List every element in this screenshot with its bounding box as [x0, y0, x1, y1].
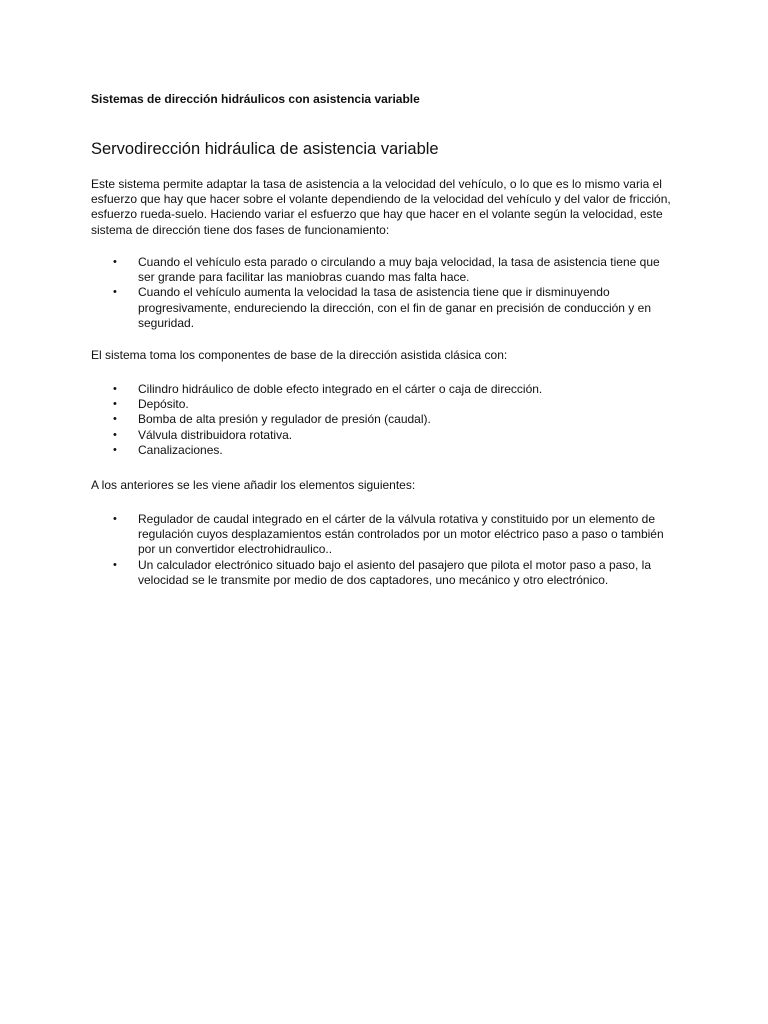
bullet-icon: • [113, 286, 117, 299]
intro-line: Este sistema permite adaptar la tasa de asistencia a la velocidad del vehículo, o lo que es lo mismo varia el [91, 177, 662, 191]
components-intro [91, 348, 691, 363]
bullet-icon: • [113, 413, 117, 426]
extras-intro-text: A los anteriores se les viene añadir los elementos siguientes: [91, 478, 416, 492]
extras-intro [91, 478, 691, 493]
list-item-line: por un convertidor electrohidraulico.. [138, 542, 333, 557]
list-item-text: Cilindro hidráulico de doble efecto integrado en el cárter o caja de dirección. [138, 382, 543, 396]
bullet-icon: • [113, 428, 117, 441]
list-item-line: seguridad. [138, 315, 195, 330]
list-item-line: Regulador de caudal integrado en el cárter de la válvula rotativa y constituido por un elemento de [138, 512, 655, 526]
list-item [91, 558, 691, 588]
bullet-icon: • [113, 398, 117, 411]
list-item [91, 255, 691, 285]
extras-list [91, 512, 691, 588]
list-item-line: ser grande para facilitar las maniobras cuando mas falta hace. [138, 270, 470, 285]
list-item-line: Cuando el vehículo esta parado o circulando a muy baja velocidad, la tasa de asistencia tiene que [138, 255, 660, 269]
components-intro-text: El sistema toma los componentes de base de la dirección asistida clásica con: [91, 348, 508, 362]
list-item [91, 428, 691, 443]
list-item-line: velocidad se le transmite por medio de dos captadores, uno mecánico y otro electrónico. [138, 572, 609, 587]
bullet-icon: • [113, 513, 117, 525]
list-item-line: regulación cuyos desplazamientos están controlados por un motor eléctrico paso a paso o también [138, 527, 664, 542]
bullet-icon: • [113, 256, 117, 268]
intro-line: sistema de dirección tiene dos fases de funcionamiento: [91, 222, 390, 237]
bullet-icon: • [113, 443, 117, 456]
list-item [91, 285, 691, 331]
list-item [91, 512, 691, 558]
section-heading: Servodirección hidráulica de asistencia variable [91, 140, 439, 158]
list-item [91, 397, 691, 412]
list-item-line: progresivamente, endureciendo la dirección, con el fin de ganar en precisión de conducción y en [138, 300, 651, 315]
intro-line: esfuerzo que hay que hacer sobre el volante dependiendo de la velocidad del vehículo y del valor de fricción, [91, 192, 671, 207]
phases-list [91, 255, 691, 331]
components-list [91, 382, 691, 458]
list-item-text: Bomba de alta presión y regulador de presión (caudal). [138, 412, 431, 427]
list-item-text: Válvula distribuidora rotativa. [138, 427, 293, 442]
document-title: Sistemas de dirección hidráulicos con asistencia variable [91, 92, 420, 106]
list-item [91, 443, 691, 458]
bullet-icon: • [113, 558, 117, 571]
list-item-text: Depósito. [138, 397, 189, 412]
list-item [91, 382, 691, 397]
list-item-text: Canalizaciones. [138, 442, 223, 457]
list-item-line: Cuando el vehículo aumenta la velocidad la tasa de asistencia tiene que ir disminuyendo [138, 285, 610, 300]
intro-line: esfuerzo rueda-suelo. Haciendo variar el esfuerzo que hay que hacer en el volante según la velocidad, este [91, 207, 663, 222]
intro-paragraph [91, 177, 691, 238]
bullet-icon: • [113, 383, 117, 395]
list-item-line: Un calculador electrónico situado bajo el asiento del pasajero que pilota el motor paso a paso, la [138, 557, 651, 572]
list-item [91, 412, 691, 427]
